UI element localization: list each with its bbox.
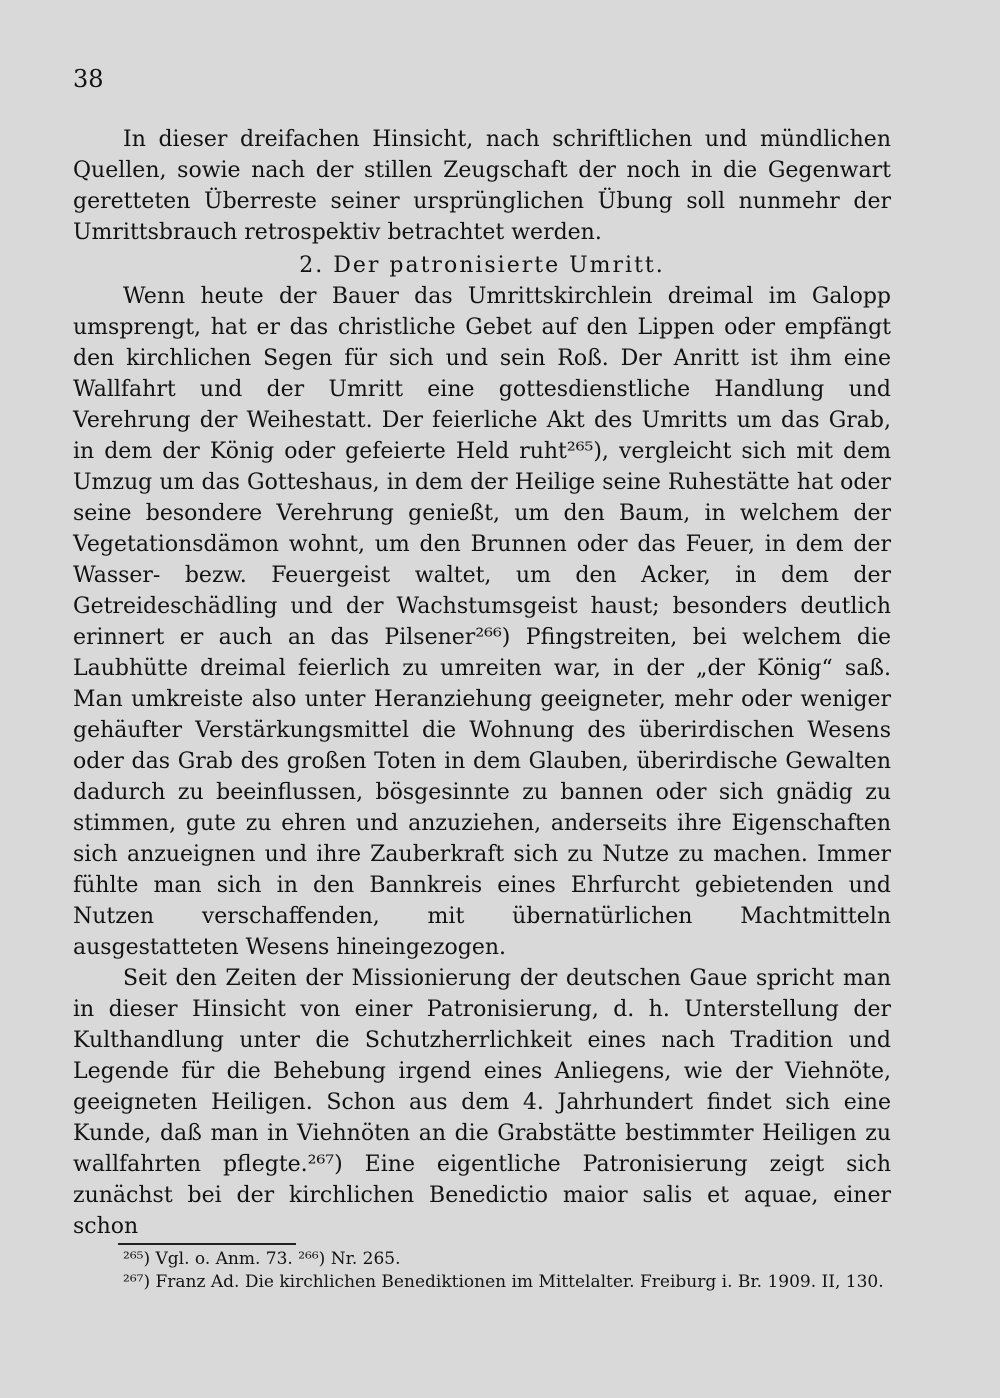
paragraph-umritt-description: Wenn heute der Bauer das Umrittskirchlein dreimal im Galopp umsprengt, hat er das christliche Gebet auf den Lippen oder empfängt den kirchlichen Segen für sich und sein Roß. Der Anritt ist ihm eine Wallfahrt und der Umritt eine gottesdienstliche Handlung und Verehrung der Weihestatt. Der feierliche Akt des Umritts um das Grab, in dem der König oder gefeierte Held ruht²⁶⁵), vergleicht sich mit dem Umzug um das Gotteshaus, in dem der Heilige seine Ruhestätte hat oder seine besondere Verehrung genießt, um den Baum, in welchem der Vegetationsdämon wohnt, um den Brunnen oder das Feuer, in dem der Wasser- bezw. Feuergeist waltet, um den Acker, in dem der Getreideschädling und der Wachstumsgeist haust; besonders deutlich erinnert er auch an das Pilsener²⁶⁶) Pfingstreiten, bei welchem die Laubhütte dreimal feierlich zu umreiten war, in der „der König“ saß. Man umkreiste also unter Heranziehung geeigneter, mehr oder weniger gehäufter Verstärkungsmittel die Wohnung des überirdischen Wesens oder das Grab des großen Toten in dem Glauben, überirdische Gewalten dadurch zu beeinflussen, bösgesinnte zu bannen oder sich gnädig zu stimmen, gute zu ehren und anzuziehen, anderseits ihre Eigenschaften sich anzueignen und ihre Zauberkraft sich zu Nutze zu machen. Immer fühlte man sich in den Bannkreis eines Ehrfurcht gebietenden und Nutzen verschaffenden, mit übernatürlichen Machtmitteln ausgestatteten Wesens hineingezogen. [73, 284, 891, 960]
paragraph-patronisierung: Seit den Zeiten der Missionierung der deutschen Gaue spricht man in dieser Hinsicht von einer Patronisierung, d. h. Unterstellung der Kulthandlung unter die Schutzherrlichkeit eines nach Tradition und Legende für die Behebung irgend eines Anliegens, wie der Viehnöte, geeigneten Heiligen. Schon aus dem 4. Jahrhundert findet sich eine Kunde, daß man in Viehnöten an die Grabstätte bestimmter Heiligen zu wallfahrten pflegte.²⁶⁷) Eine eigentliche Patronisierung zeigt sich zunächst bei der kirchlichen Benedictio maior salis et aquae, einer schon [73, 966, 891, 1239]
footnote-267: ²⁶⁷) Franz Ad. Die kirchlichen Benediktionen im Mittelalter. Freiburg i. Br. 1909. II, 130. [123, 1272, 884, 1292]
page-number: 38 [73, 65, 104, 93]
intro-paragraph: In dieser dreifachen Hinsicht, nach schriftlichen und mündlichen Quellen, sowie nach der stillen Zeugschaft der noch in die Gegenwart geretteten Überreste seiner ursprünglichen Übung soll nunmehr der Umrittsbrauch retrospektiv betrachtet werden. [73, 127, 891, 245]
section-heading: 2. Der patronisierte Umritt. [299, 253, 665, 278]
main-text [73, 124, 891, 1242]
footnote-divider [118, 1243, 296, 1245]
footnote-265-266: ²⁶⁵) Vgl. o. Anm. 73. ²⁶⁶) Nr. 265. [123, 1249, 401, 1269]
footnotes [73, 1248, 891, 1294]
